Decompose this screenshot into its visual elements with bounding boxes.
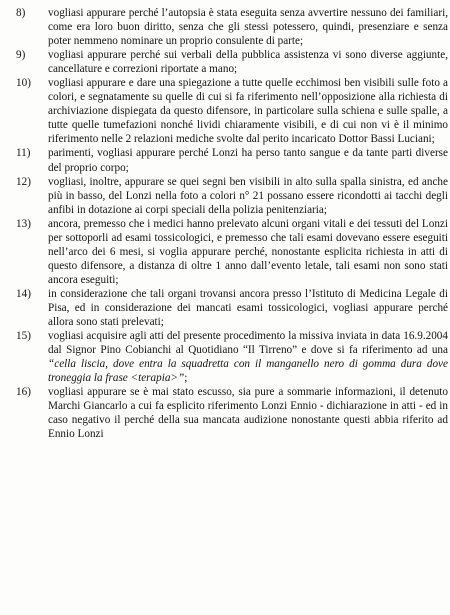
item-number: 9) xyxy=(16,49,26,62)
item-text: vogliasi appurare perché sui verbali della pubblica assistenza vi sono diverse aggiunte, cancellature e correzioni riportate a mano; xyxy=(48,49,448,76)
item-number: 13) xyxy=(16,217,31,230)
item-number: 8) xyxy=(16,7,26,19)
item-text-block xyxy=(48,329,448,385)
item-text: parimenti, vogliasi appurare perché Lonzi ha perso tanto sangue e da tante parti diverse del proprio corpo; xyxy=(48,147,448,174)
list-item xyxy=(16,76,448,146)
item-text: ancora, premesso che i medici hanno prelevato alcuni organi vitali e dei tessuti del Lonzi per sottoporli ad esami tossicologici, e premesso che tali esami dovevano essere eseguiti nell’arco dei 6 mesi, si voglia appurare perché, nonostante esplicita richiesta in atti di questo difensore, a distanza di oltre 1 anno dall’evento letale, tali esami non sono stati ancora eseguiti; xyxy=(48,217,448,286)
item-text: vogliasi appurare e dare una spiegazione a tutte quelle ecchimosi ben visibili sulle foto a colori, e segnatamente su quelle di cui si fa riferimento nell’opposizione alla richiesta di archiviazione dispiegata da questo difensore, in particolare sulla schiena e sulle spalle, a tutte quelle tumefazioni nonché lividi chiaramente visibili, e di cui non vi è il minimo riferimento nelle 2 relazioni mediche svolte dal perito incaricato Dottor Bassi Luciani; xyxy=(48,77,448,146)
item-text: vogliasi, inoltre, appurare se quei segni ben visibili in alto sulla spalla sinistra, ed anche più in basso, del Lonzi nella foto a colori n° 21 possano essere ricondotti ai tacchi degli anfibi in dotazione ai corpi speciali della polizia penitenziaria; xyxy=(48,175,448,216)
request-list xyxy=(16,6,448,441)
item-number: 15) xyxy=(16,330,31,343)
quoted-phrase: “cella liscia, dove entra la squadretta con il manganello nero di gomma dura dove troneggia la frase <terapia>” xyxy=(48,358,448,385)
item-number: 14) xyxy=(16,287,31,300)
item-text: vogliasi appurare se è mai stato escusso, sia pure a sommarie informazioni, il detenuto Marchi Giancarlo a cui fa esplicito riferimento Lonzi Ennio - dichiarazione in atti - ed in caso negativo il perché della sua mancata audizione nonostante questi abbia riferito ad Ennio Lonzi xyxy=(48,386,448,441)
item-text: vogliasi appurare perché l’autopsia è stata eseguita senza avvertire nessuno dei familiari, come era loro buon diritto, senza che gli stessi potessero, quindi, presenziare e senza poter nemmeno nominare un proprio consulente di parte; xyxy=(48,7,448,48)
item-number: 11) xyxy=(16,147,31,160)
item-number: 12) xyxy=(16,175,31,188)
item-number: 16) xyxy=(16,386,31,399)
list-item xyxy=(16,329,448,385)
list-item xyxy=(16,217,448,287)
list-item xyxy=(16,146,448,174)
list-item xyxy=(16,6,448,48)
item-text: vogliasi acquisire agli atti del presente procedimento la missiva inviata in data 16.9.2004 dal Signor Pino Cobianchi al Quotidiano “Il Tirreno” e dove si fa riferimento ad una xyxy=(48,330,448,357)
list-item xyxy=(16,175,448,217)
item-text-tail: ; xyxy=(184,372,188,385)
item-text: in considerazione che tali organi trovansi ancora presso l’Istituto di Medicina Legale di Pisa, ed in considerazione dei mancati esami tossicologici, vogliasi appurare perché allora sono stati prelevati; xyxy=(48,287,448,329)
list-item xyxy=(16,48,448,76)
item-number: 10) xyxy=(16,77,31,90)
list-item xyxy=(16,287,448,329)
list-item xyxy=(16,385,448,441)
